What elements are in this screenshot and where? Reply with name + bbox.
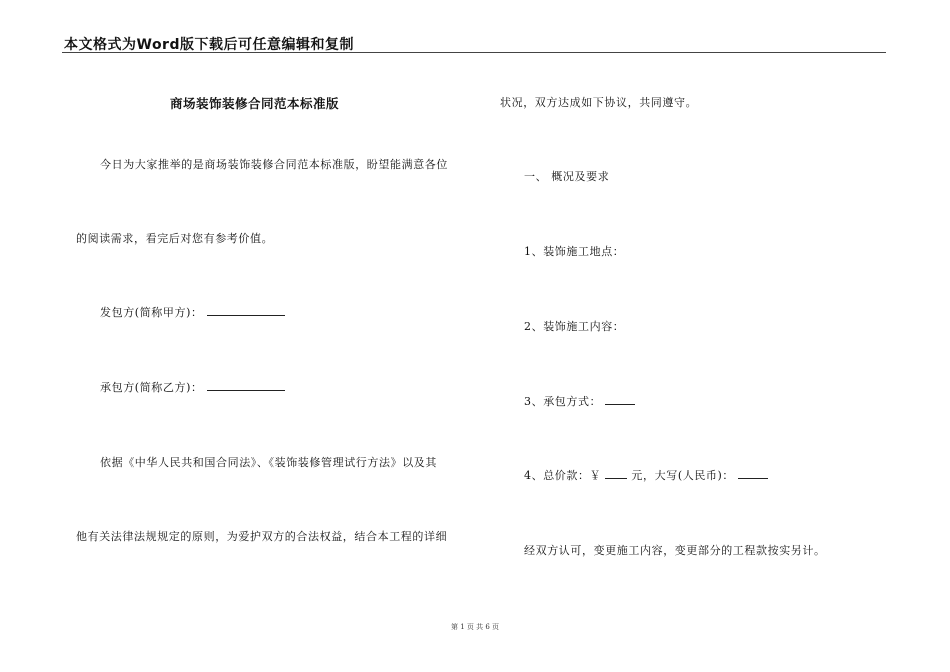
item-3-contract-mode <box>524 393 635 409</box>
item-4-total-price <box>524 467 768 483</box>
basis-line-2: 他有关法律法规规定的原则，为爱护双方的合法权益，结合本工程的详细 <box>76 530 448 543</box>
section-1-heading: 一、 概况及要求 <box>524 170 610 183</box>
item-1-location: 1、装饰施工地点： <box>524 245 625 258</box>
item-4-middle: 元，大写(人民币)： <box>631 469 735 482</box>
item-3-blank <box>605 394 635 405</box>
item-4-prefix: 4、总价款：￥ <box>524 469 602 482</box>
party-a-line <box>100 304 285 320</box>
party-b-line <box>100 379 285 395</box>
item-4-capital-blank <box>738 468 768 479</box>
item-2-content: 2、装饰施工内容： <box>524 320 625 333</box>
page-footer: 第 1 页 共 6 页 <box>450 623 500 631</box>
page-header: 本文格式为Word版下载后可任意编辑和复制 <box>64 37 354 53</box>
change-note: 经双方认可，变更施工内容，变更部分的工程款按实另计。 <box>524 544 826 557</box>
intro-line-2: 的阅读需求，看完后对您有参考价值。 <box>76 232 274 245</box>
item-4-amount-blank <box>605 468 627 479</box>
intro-line-1: 今日为大家推举的是商场装饰装修合同范本标准版，盼望能满意各位 <box>100 158 448 171</box>
party-b-label: 承包方(简称乙方)： <box>100 381 203 394</box>
continuation-line: 状况，双方达成如下协议，共同遵守。 <box>500 96 698 109</box>
basis-line-1: 依据《中华人民共和国合同法》、《装饰装修管理试行方法》以及其 <box>100 456 437 469</box>
item-3-label: 3、承包方式： <box>524 395 602 408</box>
header-divider <box>62 52 886 53</box>
document-title: 商场装饰装修合同范本标准版 <box>170 96 340 111</box>
party-b-blank <box>207 380 285 391</box>
party-a-blank <box>207 305 285 316</box>
party-a-label: 发包方(简称甲方)： <box>100 306 203 319</box>
